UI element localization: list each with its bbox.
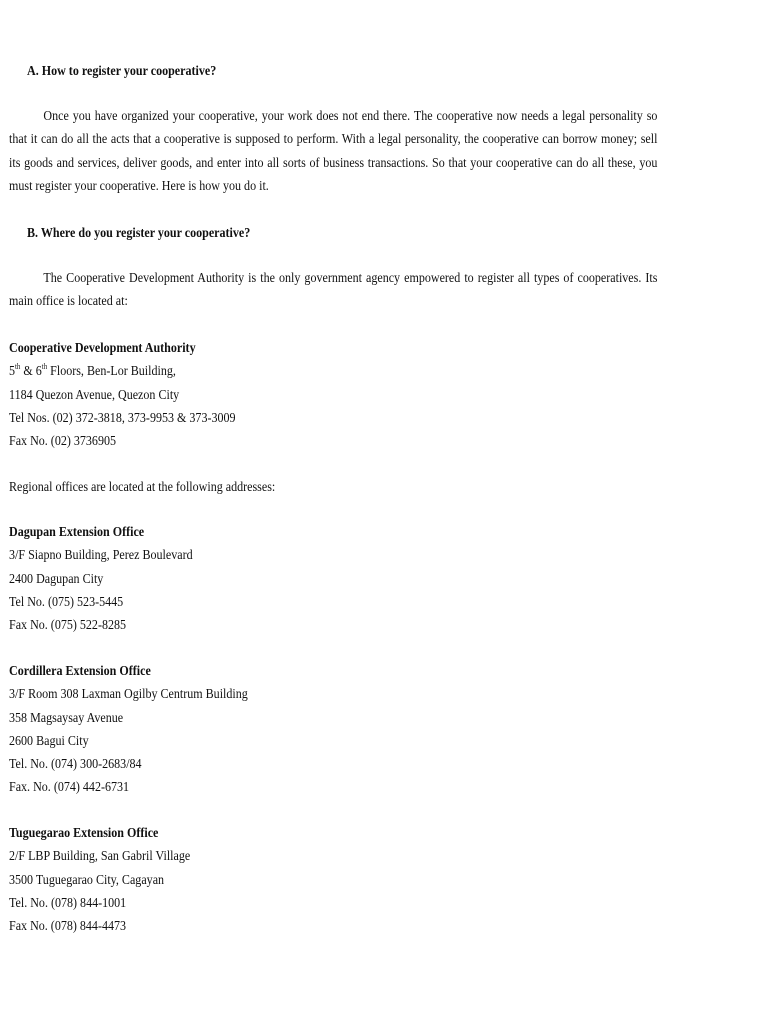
main-office-block (9, 337, 236, 453)
section-b-text: The Cooperative Development Authority is the only government agency empowered to register all types of cooperatives. Its main office is located at: (9, 271, 658, 310)
office-address-line: 3500 Tuguegarao City, Cagayan (9, 872, 165, 888)
office-fax: Fax. No. (074) 442-6731 (9, 780, 130, 796)
office-fax: Fax No. (075) 522-8285 (9, 618, 127, 634)
office-address-line: 2400 Dagupan City (9, 571, 104, 587)
floor-building: Floors, Ben-Lor Building, (47, 364, 176, 380)
office-address-line: 358 Magsaysay Avenue (9, 710, 124, 726)
main-office-floors (9, 360, 236, 383)
regional-office-dagupan (9, 521, 193, 637)
office-name: Tuguegarao Extension Office (9, 826, 159, 841)
regional-office-cordillera (9, 660, 248, 800)
regional-office-tuguegarao (9, 822, 190, 938)
main-office-name: Cooperative Development Authority (9, 341, 196, 356)
office-tel: Tel. No. (078) 844-1001 (9, 895, 127, 911)
floor-number: 5 (9, 364, 16, 380)
office-address-line: 3/F Siapno Building, Perez Boulevard (9, 548, 193, 564)
main-office-fax: Fax No. (02) 3736905 (9, 434, 117, 450)
section-b-heading: B. Where do you register your cooperative? (27, 226, 251, 241)
section-a-text: Once you have organized your cooperative, your work does not end there. The cooperative now needs a legal personality so that it can do all the acts that a cooperative is supposed to perform. With a legal personality, the cooperative can borrow money; sell its goods and services, deliver goods, and enter into all sorts of business transactions. So that your cooperative can do all these, you must register your cooperative. Here is how you do it. (9, 109, 658, 194)
floor-number: & 6 (20, 364, 42, 380)
office-name: Cordillera Extension Office (9, 664, 151, 679)
main-office-tel: Tel Nos. (02) 372-3818, 373-9953 & 373-3009 (9, 410, 236, 426)
floor-suffix: th (41, 362, 48, 372)
office-fax: Fax No. (078) 844-4473 (9, 919, 127, 935)
office-name: Dagupan Extension Office (9, 525, 145, 540)
office-address-line: 3/F Room 308 Laxman Ogilby Centrum Building (9, 687, 248, 703)
office-tel: Tel. No. (074) 300-2683/84 (9, 757, 142, 773)
regional-intro-block (9, 476, 275, 499)
section-a-paragraph (9, 105, 657, 198)
main-office-address: 1184 Quezon Avenue, Quezon City (9, 387, 180, 403)
section-a-heading: A. How to register your cooperative? (27, 64, 217, 79)
office-tel: Tel No. (075) 523-5445 (9, 594, 124, 610)
regional-intro: Regional offices are located at the following addresses: (9, 480, 276, 495)
floor-suffix: th (15, 362, 21, 372)
office-address-line: 2/F LBP Building, San Gabril Village (9, 849, 191, 865)
office-address-line: 2600 Bagui City (9, 733, 89, 749)
section-b-paragraph (9, 267, 657, 314)
